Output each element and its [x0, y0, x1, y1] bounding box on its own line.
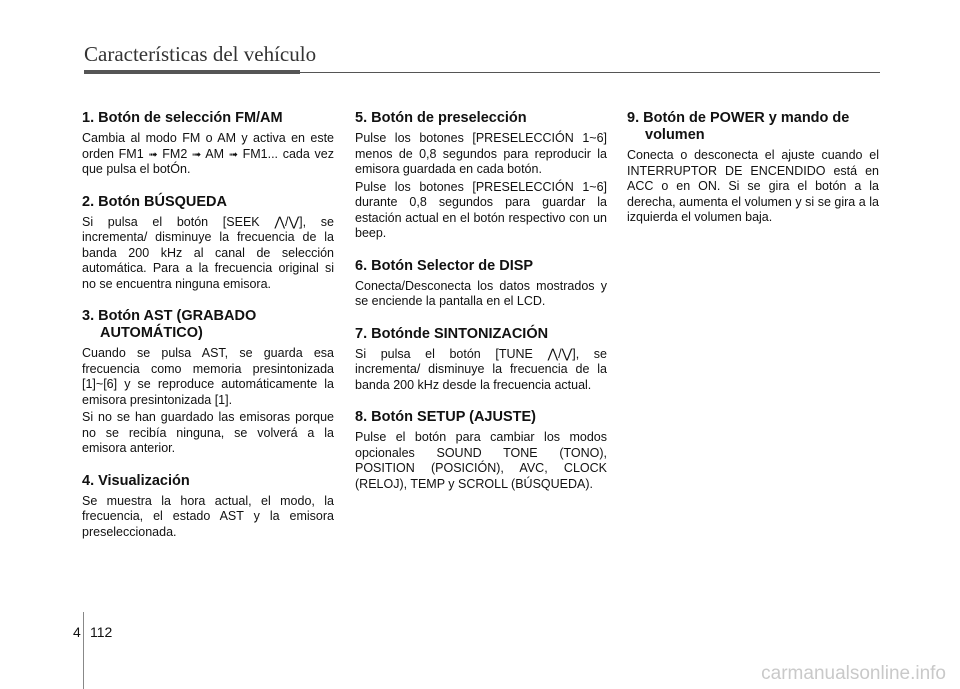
- section-text: Se muestra la hora actual, el modo, la frecuencia, el estado AST y la emisora preseleccionada.: [82, 493, 334, 539]
- section-seek: [82, 194, 334, 293]
- page-header-title: Características del vehículo: [84, 42, 317, 66]
- section-title: 5. Botón de preselección: [355, 110, 527, 126]
- page-number: 112: [90, 624, 113, 640]
- section-text: Conecta o desconecta el ajuste cuando el INTERRUPTOR DE ENCENDIDO está en ACC o en ON. Si se gira el botón a la derecha, aumenta el volumen y si se gira a la izquierda el volumen baja.: [627, 148, 879, 224]
- text-fragment: Si pulsa el botón [TUNE: [355, 346, 548, 361]
- section-title: 9. Botón de POWER y mando de volumen: [627, 110, 850, 143]
- section-text: Pulse los botones [PRESELECCIÓN 1~6] menos de 0,8 segundos para reproducir la emisora guardada en cada botón.: [355, 131, 607, 176]
- section-power-volume: [627, 110, 879, 226]
- section-title: 8. Botón SETUP (AJUSTE): [355, 409, 536, 425]
- text-fragment: FM1... cada vez que pulsa el botÓn.: [82, 146, 334, 176]
- section-fm-am: [82, 110, 334, 178]
- section-display: [82, 473, 334, 541]
- footer-divider: [83, 612, 84, 689]
- section-title: 3. Botón AST (GRABADO AUTOMÁTICO): [82, 308, 257, 341]
- header-rule: [84, 72, 880, 73]
- section-text: Pulse el botón para cambiar los modos opcionales SOUND TONE (TONO), POSITION (POSICIÓN), AVC, CLOCK (RELOJ), TEMP y SCROLL (BÚSQUEDA).: [355, 430, 607, 491]
- text-fragment: /: [558, 346, 562, 361]
- chapter-number: 4: [73, 624, 81, 640]
- text-fragment: Si pulsa el botón [SEEK: [82, 214, 275, 229]
- chevron-up-icon: ⋀: [547, 346, 559, 362]
- arrow-icon: ➟: [228, 147, 238, 161]
- column-2: [355, 110, 607, 508]
- column-3: [627, 110, 879, 242]
- section-preset: [355, 110, 607, 242]
- section-text: [355, 347, 607, 394]
- text-fragment: ], se incrementa/ disminuye la frecuencia de la banda 200 kHz al canal de selección automática. Para a la frecuencia original si no se encuentra ninguna emisora.: [82, 214, 335, 291]
- section-text: Cuando se pulsa AST, se guarda esa frecuencia como memoria presintonizada [1]~[6] y se reproduce automáticamente la emisora presintonizada [1].: [82, 346, 334, 407]
- section-ast: [82, 308, 334, 457]
- chevron-down-icon: ⋁: [561, 346, 573, 362]
- chevron-down-icon: ⋁: [288, 214, 300, 230]
- column-1: [82, 110, 334, 556]
- section-text: Pulse los botones [PRESELECCIÓN 1~6] durante 0,8 segundos para guardar la estación actual en el botón respectivo con un beep.: [355, 179, 607, 240]
- section-title: 6. Botón Selector de DISP: [355, 257, 534, 274]
- text-fragment: /: [285, 214, 289, 229]
- arrow-icon: ➟: [192, 147, 202, 161]
- section-tune: [355, 326, 607, 394]
- section-text: [82, 215, 334, 293]
- section-text: Conecta/Desconecta los datos mostrados y se enciende la pantalla en el LCD.: [355, 278, 607, 308]
- text-fragment: FM2: [157, 146, 192, 161]
- section-text: Si no se han guardado las emisoras porque no se recibía ninguna, se volverá a la emisora anterior.: [82, 410, 334, 455]
- section-title: 4. Visualización: [82, 472, 190, 489]
- section-title: 1. Botón de selección FM/AM: [82, 110, 283, 126]
- watermark: carmanualsonline.info: [761, 663, 946, 684]
- chevron-up-icon: ⋀: [274, 214, 285, 230]
- section-title: 7. Botónde SINTONIZACIÓN: [355, 325, 549, 342]
- text-fragment: AM: [201, 146, 229, 161]
- arrow-icon: ➟: [148, 147, 158, 161]
- text-fragment: Cambia al modo FM o AM y activa en este orden FM1: [82, 131, 334, 161]
- section-text: [82, 131, 334, 178]
- section-title: 2. Botón BÚSQUEDA: [82, 193, 227, 210]
- text-fragment: ], se incrementa/ disminuye la frecuencia de la banda 200 kHz desde la frecuencia actual.: [355, 346, 607, 392]
- section-setup: [355, 409, 607, 492]
- section-disp: [355, 258, 607, 310]
